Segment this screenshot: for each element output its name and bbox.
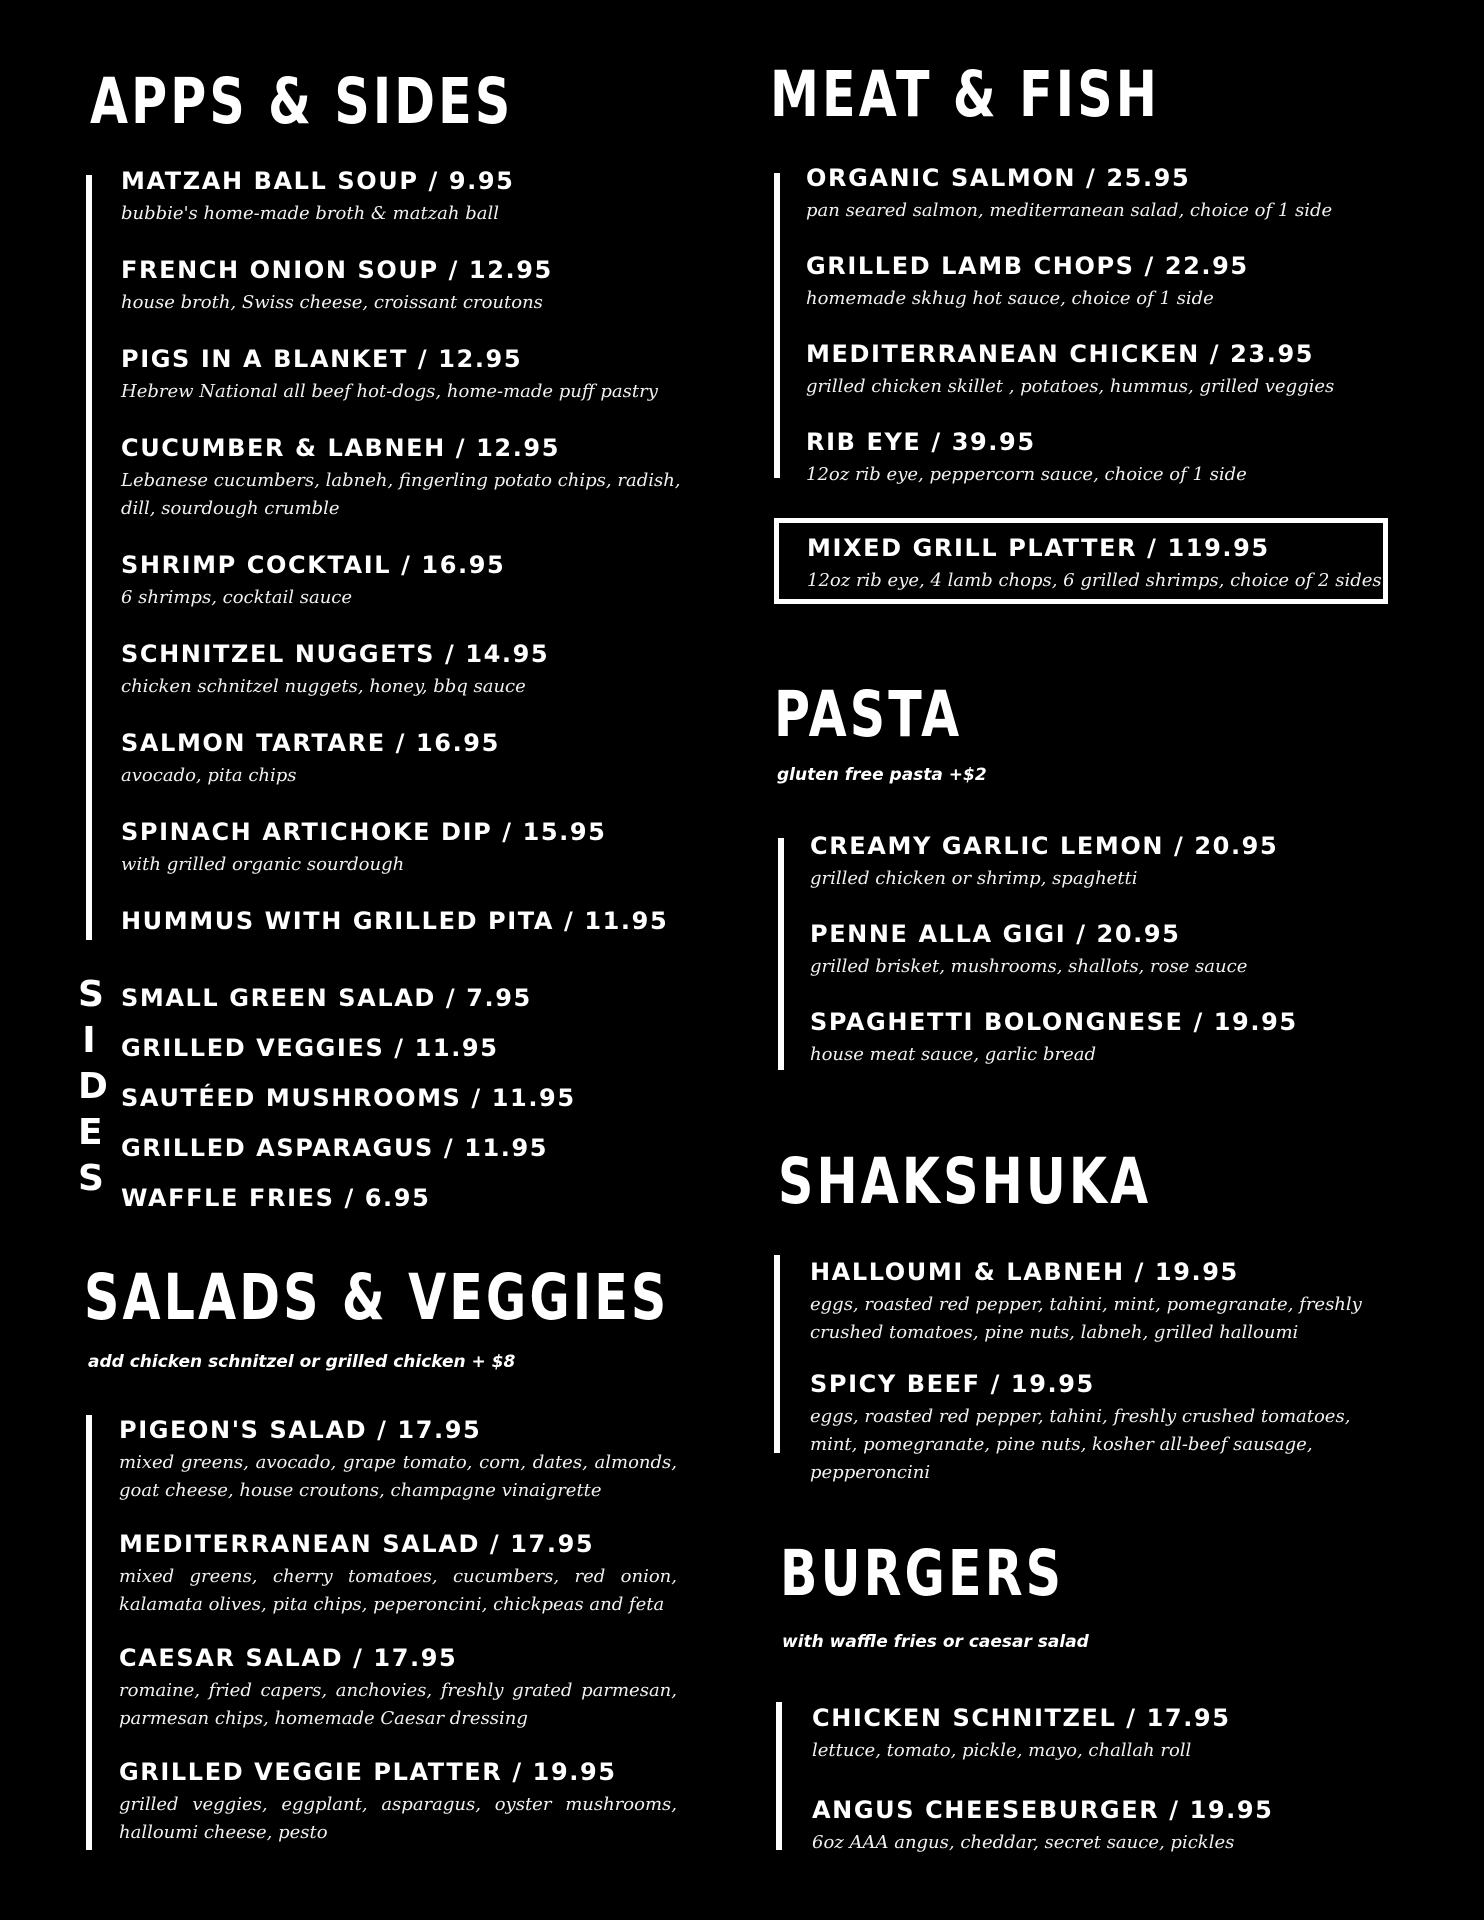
menu-item <box>121 433 691 523</box>
item-name: MIXED GRILL PLATTER / 119.95 <box>807 534 1270 562</box>
item-name: CHICKEN SCHNITZEL / 17.95 <box>812 1704 1231 1732</box>
item-description: mixed greens, cherry tomatoes, cucumbers, red onion, kalamata olives, pita chips, peperoncini, chickpeas and feta <box>119 1566 677 1615</box>
side-item: SMALL GREEN SALAD / 7.95 <box>121 984 532 1012</box>
item-name: CUCUMBER & LABNEH / 12.95 <box>121 434 561 462</box>
menu-item <box>121 550 691 612</box>
side-item: GRILLED ASPARAGUS / 11.95 <box>121 1134 549 1162</box>
item-description: with grilled organic sourdough <box>121 854 405 875</box>
item-name: FRENCH ONION SOUP / 12.95 <box>121 256 553 284</box>
item-name: SPAGHETTI BOLONGNESE / 19.95 <box>810 1008 1298 1036</box>
item-name: PIGS IN A BLANKET / 12.95 <box>121 345 523 373</box>
side-item: WAFFLE FRIES / 6.95 <box>121 1184 431 1212</box>
menu-item <box>810 831 1410 893</box>
item-description: pan seared salmon, mediterranean salad, choice of 1 side <box>806 200 1333 221</box>
salads-note: add chicken schnitzel or grilled chicken + $8 <box>88 1352 516 1372</box>
item-name: MATZAH BALL SOUP / 9.95 <box>121 167 515 195</box>
item-name: ORGANIC SALMON / 25.95 <box>806 164 1191 192</box>
item-description: avocado, pita chips <box>121 765 297 786</box>
salads-divider-bar <box>86 1415 92 1850</box>
item-name: PENNE ALLA GIGI / 20.95 <box>810 920 1181 948</box>
item-name: HUMMUS WITH GRILLED PITA / 11.95 <box>121 907 669 935</box>
menu-item <box>121 728 691 790</box>
side-item: GRILLED VEGGIES / 11.95 <box>121 1034 499 1062</box>
item-name: HALLOUMI & LABNEH / 19.95 <box>810 1258 1239 1286</box>
item-name: PIGEON'S SALAD / 17.95 <box>119 1416 482 1444</box>
meat-heading: MEAT & FISH <box>770 58 1160 131</box>
salads-heading: SALADS & VEGGIES <box>84 1261 670 1334</box>
shakshuka-list <box>810 1257 1400 1509</box>
item-description: house meat sauce, garlic bread <box>810 1044 1096 1065</box>
sides-letter: S <box>78 1158 104 1199</box>
item-description: grilled chicken or shrimp, spaghetti <box>810 868 1138 889</box>
burgers-list <box>812 1703 1402 1887</box>
salads-list <box>119 1415 677 1871</box>
sides-letter: D <box>78 1066 108 1107</box>
burgers-divider-bar <box>776 1702 782 1850</box>
item-description: homemade skhug hot sauce, choice of 1 side <box>806 288 1214 309</box>
item-name: ANGUS CHEESEBURGER / 19.95 <box>812 1796 1274 1824</box>
menu-item <box>121 166 691 228</box>
item-name: SCHNITZEL NUGGETS / 14.95 <box>121 640 550 668</box>
pasta-list <box>810 831 1410 1095</box>
menu-item <box>810 1257 1400 1347</box>
menu-item <box>806 339 1406 401</box>
shakshuka-divider-bar <box>774 1255 780 1453</box>
burgers-note: with waffle fries or caesar salad <box>782 1632 1089 1652</box>
item-name: RIB EYE / 39.95 <box>806 428 1036 456</box>
item-description: eggs, roasted red pepper, tahini, freshly crushed tomatoes, mint, pomegranate, pine nuts, kosher all-beef sausage, pepperoncini <box>810 1406 1351 1483</box>
item-description: bubbie's home-made broth & matzah ball <box>121 203 499 224</box>
item-name: SHRIMP COCKTAIL / 16.95 <box>121 551 506 579</box>
menu-item <box>121 906 691 936</box>
item-description: Lebanese cucumbers, labneh, fingerling potato chips, radish, dill, sourdough crumble <box>121 470 681 519</box>
item-name: CREAMY GARLIC LEMON / 20.95 <box>810 832 1279 860</box>
item-name: SPINACH ARTICHOKE DIP / 15.95 <box>121 818 607 846</box>
item-name: SPICY BEEF / 19.95 <box>810 1370 1095 1398</box>
menu-item <box>812 1795 1402 1857</box>
sides-list <box>121 983 681 1233</box>
item-description: 6oz AAA angus, cheddar, secret sauce, pickles <box>812 1832 1235 1853</box>
meat-list <box>806 163 1406 515</box>
item-description: romaine, fried capers, anchovies, freshly grated parmesan, parmesan chips, homemade Caesar dressing <box>119 1680 677 1729</box>
sides-letter: I <box>82 1020 96 1061</box>
sides-letter: E <box>78 1112 103 1153</box>
menu-item <box>119 1757 677 1847</box>
item-name: GRILLED VEGGIE PLATTER / 19.95 <box>119 1758 617 1786</box>
meat-divider-bar <box>774 173 780 478</box>
item-description: grilled chicken skillet , potatoes, hummus, grilled veggies <box>806 376 1335 397</box>
apps-list <box>121 166 691 963</box>
item-description: 12oz rib eye, peppercorn sauce, choice of 1 side <box>806 464 1247 485</box>
menu-item <box>812 1703 1402 1765</box>
menu-item <box>806 251 1406 313</box>
sides-vertical-label <box>78 972 108 1202</box>
menu-item <box>119 1529 677 1619</box>
item-description: chicken schnitzel nuggets, honey, bbq sauce <box>121 676 526 697</box>
menu-item <box>806 427 1406 489</box>
menu-item <box>121 344 691 406</box>
menu-item <box>806 163 1406 225</box>
item-description: grilled veggies, eggplant, asparagus, oyster mushrooms, halloumi cheese, pesto <box>119 1794 677 1843</box>
menu-item <box>121 817 691 879</box>
item-description: Hebrew National all beef hot-dogs, home-made puff pastry <box>121 381 658 402</box>
item-description: eggs, roasted red pepper, tahini, mint, pomegranate, freshly crushed tomatoes, pine nuts, labneh, grilled halloumi <box>810 1294 1362 1343</box>
menu-item <box>810 1369 1400 1487</box>
item-description: 6 shrimps, cocktail sauce <box>121 587 353 608</box>
item-description: grilled brisket, mushrooms, shallots, rose sauce <box>810 956 1248 977</box>
item-description: mixed greens, avocado, grape tomato, corn, dates, almonds, goat cheese, house croutons, champagne vinaigrette <box>119 1452 677 1501</box>
item-description: lettuce, tomato, pickle, mayo, challah roll <box>812 1740 1192 1761</box>
item-name: GRILLED LAMB CHOPS / 22.95 <box>806 252 1249 280</box>
pasta-note: gluten free pasta +$2 <box>777 765 987 785</box>
menu-item <box>119 1643 677 1733</box>
item-description: house broth, Swiss cheese, croissant croutons <box>121 292 543 313</box>
item-name: SALMON TARTARE / 16.95 <box>121 729 500 757</box>
shakshuka-heading: SHAKSHUKA <box>778 1145 1152 1218</box>
menu-item <box>121 255 691 317</box>
menu-item <box>810 919 1410 981</box>
item-name: CAESAR SALAD / 17.95 <box>119 1644 458 1672</box>
item-name: MEDITERRANEAN CHICKEN / 23.95 <box>806 340 1315 368</box>
menu-item <box>810 1007 1410 1069</box>
burgers-heading: BURGERS <box>780 1537 1065 1610</box>
pasta-heading: PASTA <box>774 678 963 751</box>
item-description: 12oz rib eye, 4 lamb chops, 6 grilled shrimps, choice of 2 sides <box>807 570 1382 591</box>
item-name: MEDITERRANEAN SALAD / 17.95 <box>119 1530 595 1558</box>
menu-item <box>121 639 691 701</box>
apps-divider-bar <box>86 175 92 940</box>
pasta-divider-bar <box>778 838 784 1070</box>
sides-letter: S <box>78 974 104 1015</box>
menu-item <box>119 1415 677 1505</box>
apps-heading: APPS & SIDES <box>90 65 514 138</box>
mixed-grill-platter-box <box>774 518 1388 604</box>
side-item: SAUTÉED MUSHROOMS / 11.95 <box>121 1084 576 1112</box>
